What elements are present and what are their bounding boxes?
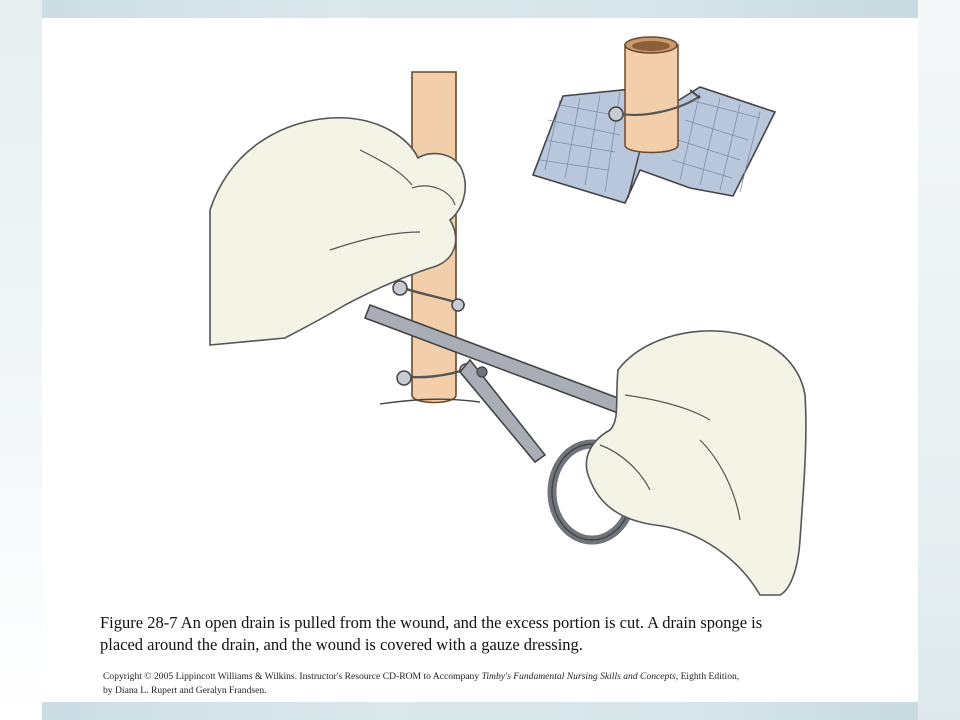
copyright-text-part2: , Eighth Edition, [675, 671, 740, 682]
copyright-line-2: by Diana L. Rupert and Geralyn Frandsen. [103, 685, 267, 696]
book-title: Timby's Fundamental Nursing Skills and Concepts [481, 671, 676, 682]
gauze-dressing-inset [533, 37, 775, 203]
caption-line-1: Figure 28-7 An open drain is pulled from the wound, and the excess portion is cut. A drain sponge is [100, 613, 763, 632]
copyright-line-1 [103, 670, 923, 684]
copyright-text-part1: Copyright © 2005 Lippincott Williams & Wilkins. Instructor's Resource CD-ROM to Accompany [103, 671, 482, 682]
caption-line-2: placed around the drain, and the wound is covered with a gauze dressing. [100, 635, 583, 654]
right-gloved-hand [586, 331, 806, 595]
copyright-notice [103, 670, 923, 698]
figure-caption [100, 612, 900, 656]
